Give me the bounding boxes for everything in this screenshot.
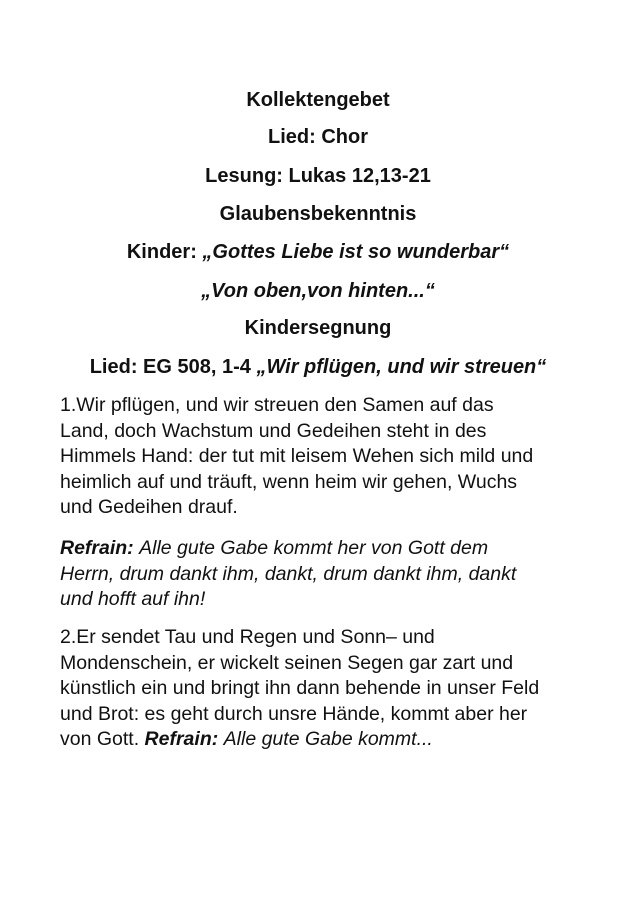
refrain-first-line — [60, 536, 600, 562]
lied-title: „Wir pflügen, und wir streuen“ — [256, 356, 547, 378]
heading-kindersegnung: Kindersegnung — [244, 317, 392, 339]
verse-1-line: und Gedeihen drauf. — [60, 496, 238, 518]
verse-2-last-line — [60, 727, 600, 753]
verse-1-line: 1.Wir pflügen, und wir streuen den Samen auf das — [60, 394, 494, 416]
refrain — [60, 536, 600, 613]
kinder-song-1: „Gottes Liebe ist so wunderbar“ — [202, 241, 510, 263]
heading-lied-eg — [0, 355, 636, 379]
verse-2-last-text: von Gott. — [60, 728, 140, 750]
verse-2 — [60, 625, 600, 753]
refrain-line: und hofft auf ihn! — [60, 588, 206, 610]
verse-2-refrain-label: Refrain: — [144, 728, 219, 750]
verse-2-line: und Brot: es geht durch unsre Hände, kommt aber her — [60, 702, 528, 725]
heading-glaubensbekenntnis: Glaubensbekenntnis — [219, 203, 417, 225]
kinder-label: Kinder: — [126, 241, 197, 263]
verse-2-line: 2.Er sendet Tau und Regen und Sonn– und — [60, 626, 435, 648]
verse-1-line: heimlich auf und träuft, wenn heim wir gehen, Wuchs — [60, 470, 518, 493]
verse-1-line: Himmels Hand: der tut mit leisem Wehen sich mild und — [60, 445, 534, 467]
verse-1 — [60, 393, 600, 521]
heading-kinder — [0, 240, 636, 264]
verse-2-line: künstlich ein und bringt ihn dann behende in unser Feld — [60, 677, 540, 699]
heading-kinder-song-2 — [0, 279, 636, 303]
verse-2-line: Mondenschein, er wickelt seinen Segen gar zart und — [60, 651, 514, 674]
kinder-song-2: „Von oben,von hinten...“ — [201, 280, 435, 302]
heading-kollektengebet: Kollektengebet — [246, 89, 390, 111]
refrain-label: Refrain: — [60, 537, 134, 559]
lied-label: Lied: EG 508, 1-4 — [89, 356, 251, 378]
verse-1-line: Land, doch Wachstum und Gedeihen steht in des — [60, 419, 487, 442]
verse-2-refrain-short: Alle gute Gabe kommt... — [223, 728, 433, 750]
heading-lied-chor: Lied: Chor — [268, 126, 368, 148]
refrain-line: Herrn, drum dankt ihm, dankt, drum dankt ihm, dankt — [60, 562, 517, 585]
heading-lesung: Lesung: Lukas 12,13-21 — [205, 165, 431, 187]
refrain-text: Alle gute Gabe kommt her von Gott dem — [139, 537, 489, 559]
